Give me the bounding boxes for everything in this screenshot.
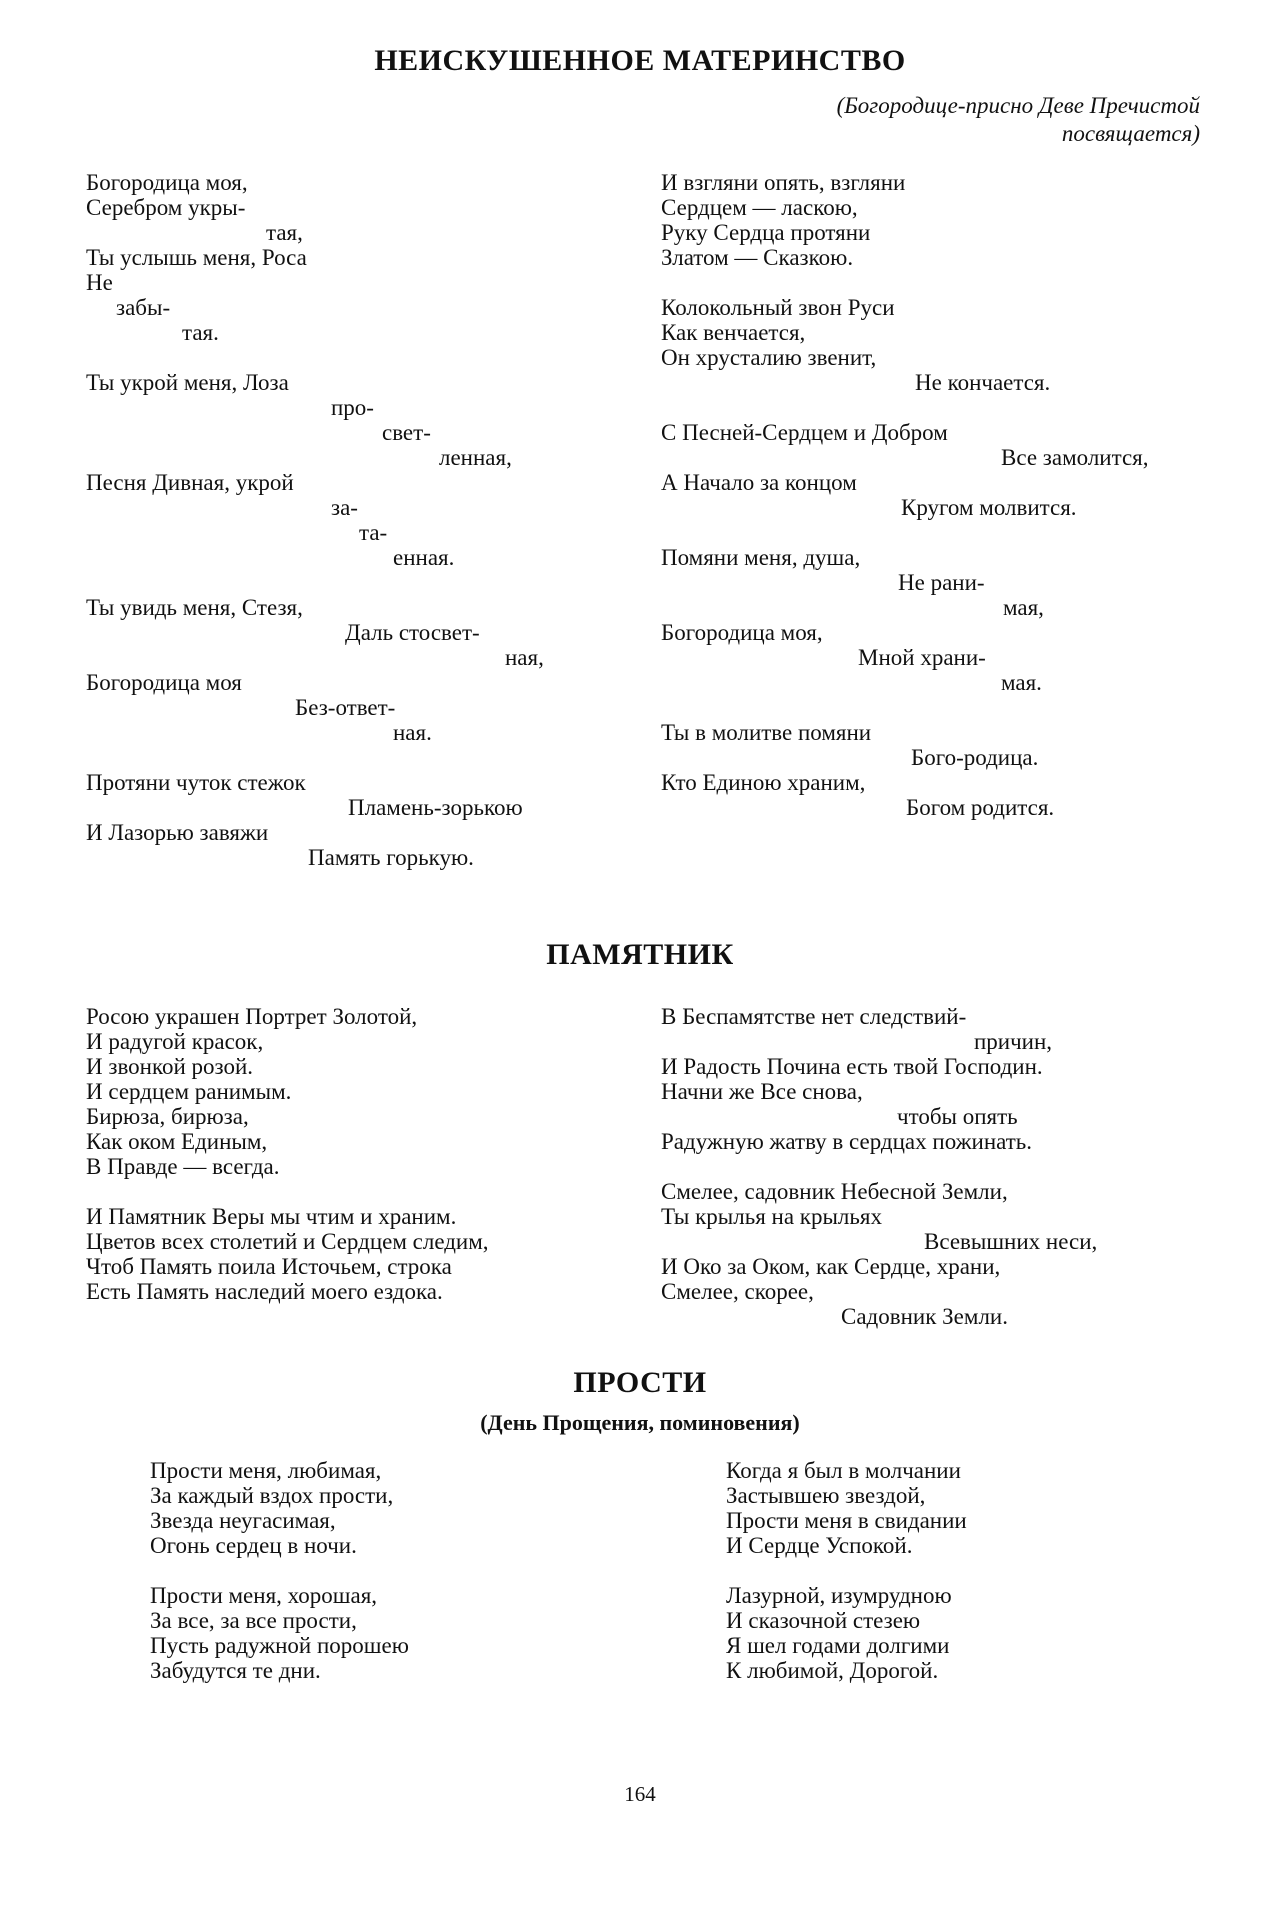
poem-dedication [600, 92, 1200, 148]
poem3-left-column [150, 1458, 610, 1683]
verse-line: Серебром укры- [86, 195, 246, 220]
verse-line: Без-ответ- [295, 695, 396, 720]
verse-line: енная. [393, 545, 455, 570]
verse-line: Я шел годами долгими [726, 1633, 950, 1658]
verse-line: И Памятник Веры мы чтим и храним. [86, 1204, 457, 1229]
verse-line: Лазурной, изумрудною [726, 1583, 952, 1608]
poem-title-prosti: ПРОСТИ [573, 1366, 707, 1399]
verse-line: К любимой, Дорогой. [726, 1658, 939, 1683]
verse-line: Златом — Сказкою. [661, 245, 854, 270]
verse-line: Как венчается, [661, 320, 806, 345]
verse-line: Память горькую. [308, 845, 474, 870]
verse-line: Ты крылья на крыльях [661, 1204, 882, 1229]
poem-title-neiskushennoe: НЕИСКУШЕННОЕ МАТЕРИНСТВО [374, 44, 906, 77]
verse-line: С Песней-Сердцем и Добром [661, 420, 948, 445]
verse-line: Прости меня, любимая, [150, 1458, 382, 1483]
verse-line: Есть Память наследий моего ездока. [86, 1279, 443, 1304]
verse-line: Протяни чуток стежок [86, 770, 306, 795]
poem1-left-column [86, 170, 606, 870]
verse-line: Пусть радужной порошею [150, 1633, 409, 1658]
verse-line: Радужную жатву в сердцах пожинать. [661, 1129, 1033, 1154]
verse-line: Богом родится. [906, 795, 1055, 820]
verse-line: Ты услышь меня, Роса [86, 245, 307, 270]
verse-line: В Беспамятстве нет следствий- [661, 1004, 967, 1029]
verse-line: Не [86, 270, 113, 295]
verse-line: Огонь сердец в ночи. [150, 1533, 357, 1558]
verse-line: И Око за Оком, как Сердце, храни, [661, 1254, 1001, 1279]
verse-line: Ты в молитве помяни [661, 720, 872, 745]
verse-line: Смелее, скорее, [661, 1279, 814, 1304]
verse-line: забы- [116, 295, 171, 320]
verse-line: причин, [974, 1029, 1053, 1054]
verse-line: мая, [1003, 595, 1044, 620]
verse-line: Не кончается. [915, 370, 1051, 395]
verse-line: тая. [182, 320, 219, 345]
verse-line: Колокольный звон Руси [661, 295, 895, 320]
verse-line: Начни же Все снова, [661, 1079, 863, 1104]
verse-line: ная, [505, 645, 544, 670]
verse-line: Он хрусталию звенит, [661, 345, 877, 370]
verse-line: Росою украшен Портрет Золотой, [86, 1004, 418, 1029]
verse-line: Когда я был в молчании [726, 1458, 961, 1483]
verse-line: А Начало за концом [661, 470, 857, 495]
verse-line: За все, за все прости, [150, 1608, 357, 1633]
verse-line: Прости меня в свидании [726, 1508, 967, 1533]
verse-line: та- [359, 520, 388, 545]
dedication-line: (Богородице-присно Деве Пречистой [836, 93, 1200, 118]
verse-line: про- [331, 395, 374, 420]
verse-line: Не рани- [898, 570, 985, 595]
verse-line: тая, [266, 220, 303, 245]
verse-line: И взгляни опять, взгляни [661, 170, 906, 195]
verse-line: И звонкой розой. [86, 1054, 254, 1079]
verse-line: И Радость Почина есть твой Господин. [661, 1054, 1043, 1079]
verse-line: За каждый вздох прости, [150, 1483, 394, 1508]
verse-line: Все замолится, [1001, 445, 1149, 470]
verse-line: Богородица моя, [661, 620, 823, 645]
verse-line: Руку Сердца протяни [661, 220, 871, 245]
verse-line: Всевышних неси, [924, 1229, 1098, 1254]
verse-line: Сердцем — ласкою, [661, 195, 858, 220]
verse-line: мая. [1001, 670, 1042, 695]
verse-line: Бого-родица. [911, 745, 1039, 770]
poem-subtitle: (День Прощения, поминовения) [480, 1410, 800, 1435]
verse-line: ленная, [439, 445, 512, 470]
verse-line: Богородица моя, [86, 170, 248, 195]
verse-line: Забудутся те дни. [150, 1658, 321, 1683]
verse-line: Мной храни- [858, 645, 986, 670]
verse-line: Ты увидь меня, Стезя, [86, 595, 303, 620]
verse-line: И сказочной стезею [726, 1608, 921, 1633]
verse-line: Как оком Единым, [86, 1129, 268, 1154]
verse-line: Кто Единою храним, [661, 770, 866, 795]
page-number: 164 [624, 1782, 656, 1806]
verse-line: Звезда неугасимая, [150, 1508, 336, 1533]
verse-line: ная. [393, 720, 432, 745]
verse-line: В Правде — всегда. [86, 1154, 280, 1179]
verse-line: Застывшею звездой, [726, 1483, 926, 1508]
verse-line: Ты укрой меня, Лоза [86, 370, 289, 395]
verse-line: Пламень-зорькою [348, 795, 523, 820]
verse-line: И Лазорью завяжи [86, 820, 269, 845]
verse-line: Цветов всех столетий и Сердцем следим, [86, 1229, 489, 1254]
verse-line: за- [331, 495, 358, 520]
poem3-right-column [726, 1458, 1186, 1683]
poem1-right-column [661, 170, 1201, 830]
verse-line: Чтоб Память поила Источьем, строка [86, 1254, 452, 1279]
poem2-right-column [661, 1004, 1201, 1329]
verse-line: Богородица моя [86, 670, 242, 695]
verse-line: чтобы опять [897, 1104, 1018, 1129]
verse-line: Песня Дивная, укрой [86, 470, 294, 495]
verse-line: свет- [382, 420, 431, 445]
verse-line: Смелее, садовник Небесной Земли, [661, 1179, 1008, 1204]
dedication-line: посвящается) [1061, 121, 1200, 146]
poem2-left-column [86, 1004, 606, 1304]
verse-line: Прости меня, хорошая, [150, 1583, 378, 1608]
verse-line: Помяни меня, душа, [661, 545, 861, 570]
poem-title-pamyatnik: ПАМЯТНИК [546, 938, 734, 971]
verse-line: И радугой красок, [86, 1029, 264, 1054]
verse-line: Бирюза, бирюза, [86, 1104, 249, 1129]
verse-line: Кругом молвится. [901, 495, 1077, 520]
verse-line: И Сердце Успокой. [726, 1533, 913, 1558]
verse-line: Садовник Земли. [841, 1304, 1008, 1329]
verse-line: И сердцем ранимым. [86, 1079, 292, 1104]
verse-line: Даль стосвет- [345, 620, 480, 645]
